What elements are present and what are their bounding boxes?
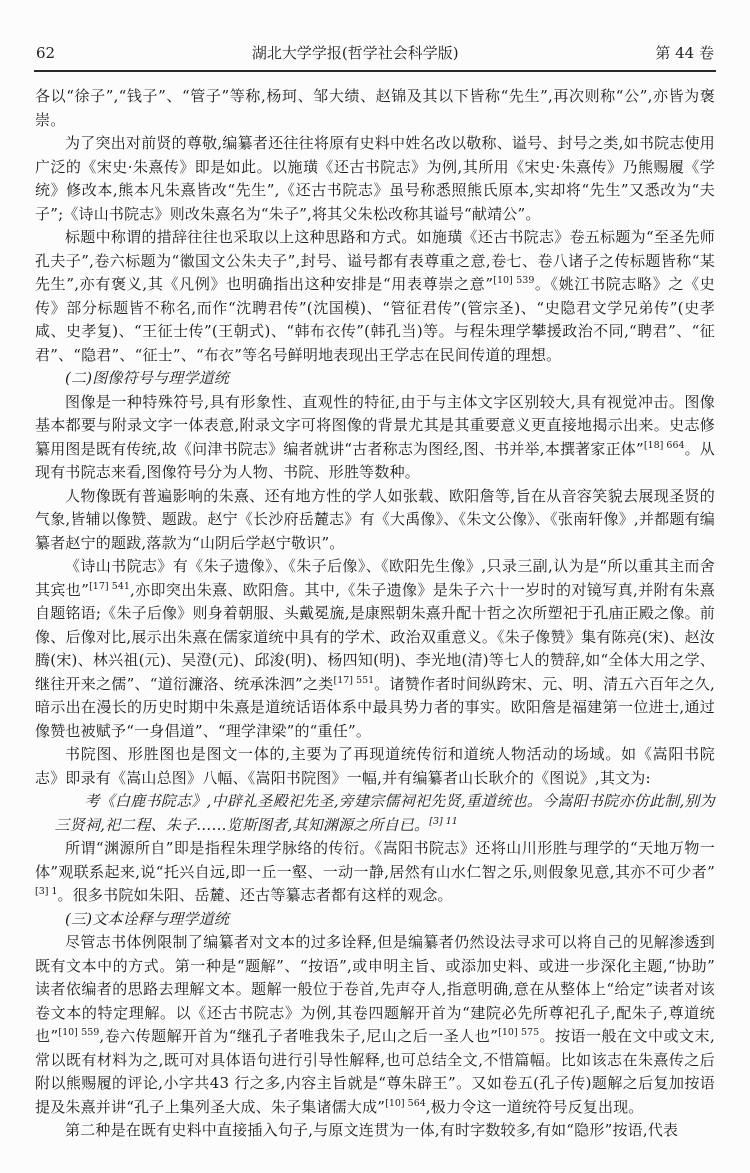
text-run: ,亦即突出朱熹、欧阳詹。其中,《朱子遗像》是朱子六十一岁时的对镜写真,并附有朱熹自题铭语;《朱子后像》则身着朝服、头戴冕旒,是康熙朝朱熹升配十哲之次所塑祀于孔庙正殿之像。前像、后像对比,展示出朱熹在儒家道统中具有的学术、政治双重意义。《朱子像赞》集有陈亮(宋)、赵汝腾(宋)、林兴祖(元)、吴澄(元)、邱浚(明)、杨四知(明)、李光地(清)等七人的赞辞,如“全体大用之学、继往开来之儒”、“道衍濂洛、统承洙泗”之类 xyxy=(35,580,715,693)
volume-label: 第 44 卷 xyxy=(655,44,714,62)
section-heading xyxy=(35,367,715,391)
body-paragraph xyxy=(35,132,715,226)
body-paragraph xyxy=(35,837,715,908)
citation-ref: [3] 1 xyxy=(35,886,58,897)
text-run: 图像是一种特殊符号,具有形象性、直观性的特征,由于与主体文字区别较大,具有视觉冲击。图像基本都要与附录文字一体表意,附录文字可将图像的背景尤其是其重要意义更直接地揭示出来。史志修纂用图是既有传统,故《问津书院志》编者就讲“古者称志为图经,图、书并举,本撰著家正体” xyxy=(35,392,715,458)
section-heading xyxy=(35,908,715,932)
citation-ref: [10] 575 xyxy=(498,1027,540,1038)
text-run: 尽管志书体例限制了编纂者对文本的过多诠释,但是编纂者仍然设法寻求可以将自己的见解渗透到既有文本中的方式。第一种是“题解”、“按语”,或申明主旨、或添加史料、或进一步深化主题,“协助”读者依编者的思路去理解文本。题解一般位于卷首,先声夺人,指意明确,意在从整体上“给定”读者对该卷文本的特定理解。以《还古书院志》为例,其卷四题解开首为“建院必先所尊祀孔子,配朱子,尊道统也” xyxy=(35,933,715,1045)
text-run: 人物像既有普遍影响的朱熹、还有地方性的学人如张载、欧阳詹等,旨在从音容笑貌去展现圣贤的气象,皆辅以像赞、题跋。赵宁《长沙府岳麓志》有《大禹像》、《朱文公像》、《张南轩像》,并都题有编纂者赵宁的题跋,落款为“山阴后学赵宁敬识”。 xyxy=(35,486,715,552)
body-paragraph xyxy=(35,485,715,556)
text-run: 《诗山书院志》有《朱子遗像》、《朱子后像》、《欧阳先生像》,只录三副,认为是“所以重其主而舍其宾也” xyxy=(35,557,715,599)
citation-ref: [3] 11 xyxy=(429,815,458,827)
citation-ref: [10] 564 xyxy=(385,1097,426,1109)
text-run: 书院图、形胜图也是图文一体的,主要为了再现道统传衍和道统人物活动的场域。如《嵩阳书院志》即录有《嵩山总图》八幅、《嵩阳书院图》一幅,并有编纂者山长耿介的《图说》,其文为: xyxy=(35,745,715,787)
citation-ref: [17] 541 xyxy=(89,580,130,592)
page-header xyxy=(0,0,750,63)
header-rule xyxy=(34,70,716,72)
journal-title: 湖北大学学报(哲学社会科学版) xyxy=(251,44,459,62)
text-run: 。按语一般在文中或文末,常以既有材料为之,既可对具体语句进行引导性解释,也可总结全文,不惜篇幅。比如该志在朱熹传之后附以熊赐履的评论,小字共43 行之多,内容主旨就是“尊朱辟王”。又如卷五(孔子传)题解之后复加按语提及朱熹并讲“孔子上集列圣大成、朱子集诸儒大成” xyxy=(35,1027,716,1116)
body-paragraph xyxy=(35,555,715,743)
body-paragraph xyxy=(35,931,715,1119)
citation-ref: [10] 559 xyxy=(58,1027,100,1038)
text-run: (二)图像符号与理学道统 xyxy=(65,369,230,387)
article-body xyxy=(35,85,715,1143)
body-paragraph xyxy=(35,85,715,132)
text-run: 考《白鹿书院志》,中辟礼圣殿祀先圣,旁建宗儒祠祀先贤,重道统也。今嵩阳书院亦仿此制,别为三贤祠,祀二程、朱子……览斯图者,其知渊源之所自已。 xyxy=(54,792,715,834)
text-run: 第二种是在既有史料中直接插入句子,与原文连贯为一体,有时字数较多,有如“隐形”按语,代表 xyxy=(65,1121,679,1139)
citation-ref: [10] 539 xyxy=(493,275,535,286)
text-run: 。诸赞作者时间纵跨宋、元、明、清五六百年之久,暗示出在漫长的历史时期中朱熹是道统话语体系中最具势力者的事实。欧阳詹是福建第一位进士,通过像赞也被赋予“一身倡道”、“理学津梁”的“重任”。 xyxy=(35,674,715,740)
citation-ref: [17] 551 xyxy=(333,674,375,686)
text-run: ,卷六传题解开首为“继孔子者唯我朱子,尼山之后一圣人也” xyxy=(99,1027,499,1045)
text-run: ,极力令这一道统符号反复出现。 xyxy=(425,1097,644,1116)
citation-ref: [18] 664 xyxy=(643,439,685,451)
block-quote xyxy=(35,790,715,837)
text-run: 标题中称谓的措辞往往也采取以上这种思路和方式。如施璜《还古书院志》卷五标题为“至圣先师孔夫子”,卷六标题为“徽国文公朱夫子”,封号、谥号都有表尊重之意,卷七、卷八诸子之传标题皆称“某先生”,亦有褒义,其《凡例》也明确指出这种安排是“用表尊崇之意” xyxy=(35,228,715,293)
page-number: 62 xyxy=(36,44,56,62)
text-run: 。很多书院如朱阳、岳麓、还古等纂志者都有这样的观念。 xyxy=(57,886,453,904)
body-paragraph xyxy=(35,743,715,790)
text-run: 各以“徐子”,“钱子”、“管子”等称,杨珂、邹大绩、赵锦及其以下皆称“先生”,再次则称“公”,亦皆为褒崇。 xyxy=(35,87,715,129)
text-run: 所谓“渊源所自”即是指程朱理学脉络的传衍。《嵩阳书院志》还将山川形胜与理学的“天地万物一体”观联系起来,说“托兴自远,即一丘一壑、一动一静,居然有山水仁智之乐,则假象见意,其亦不可少者” xyxy=(35,839,715,881)
text-run: (三)文本诠释与理学道统 xyxy=(65,909,230,928)
text-run: 为了突出对前贤的尊敬,编纂者还往往将原有史料中姓名改以敬称、谥号、封号之类,如书院志使用广泛的《宋史·朱熹传》即是如此。以施璜《还古书院志》为例,其所用《宋史·朱熹传》乃熊赐履《学统》修改本,熊本凡朱熹皆改“先生”,《还古书院志》虽号称悉照熊氏原本,实却将“先生”又悉改为“夫子”;《诗山书院志》则改朱熹名为“朱子”,将其父朱松改称其谥号“献靖公”。 xyxy=(35,134,715,223)
body-paragraph xyxy=(35,1119,715,1143)
body-paragraph xyxy=(35,226,715,367)
text-run: 。《姚江书院志略》之《史传》部分标题皆不称名,而作“沈聘君传”(沈国模)、“管征君传”(管宗圣)、“史隐君文学兄弟传”(史孝咸、史孝复)、“王征士传”(王朝式)、“韩布衣传”(韩孔当)等。与程朱理学攀援政治不同,“聘君”、“征君”、“隐君”、“征士”、“布衣”等名号鲜明地表现出王学志在民间传道的理想。 xyxy=(35,275,716,364)
text-run: 。从现有书院志来看,图像符号分为人物、书院、形胜等数种。 xyxy=(35,439,715,481)
body-paragraph xyxy=(35,391,715,485)
